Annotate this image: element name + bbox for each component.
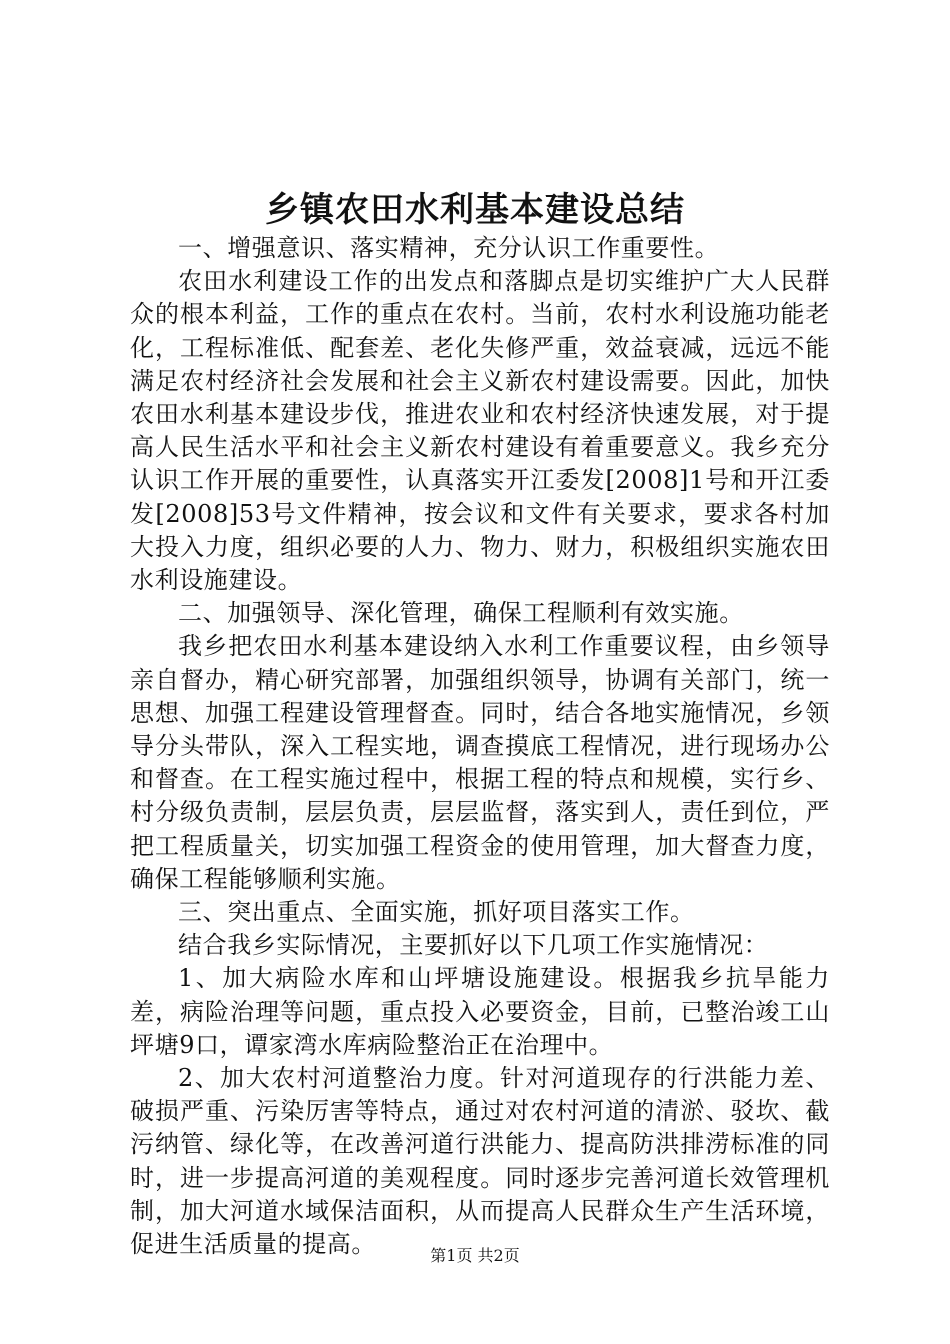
section-heading-2: 二、加强领导、深化管理，确保工程顺利有效实施。 <box>178 599 744 628</box>
document-body <box>130 232 830 1261</box>
section-heading-3: 三、突出重点、全面实施，抓好项目落实工作。 <box>178 898 695 927</box>
paragraph: 农田水利建设工作的出发点和落脚点是切实维护广大人民群众的根本利益，工作的重点在农村。当前，农村水利设施功能老化，工程标准低、配套差、老化失修严重，效益衰减，远远不能满足农村经济社会发展和社会主义新农村建设需要。因此，加快农田水利基本建设步伐，推进农业和农村经济快速发展，对于提高人民生活水平和社会主义新农村建设有着重要意义。我乡充分认识工作开展的重要性，认真落实开江委发[2008]1号和开江委发[2008]53号文件精神，按会议和文件有关要求，要求各村加大投入力度，组织必要的人力、物力、财力，积极组织实施农田水利设施建设。 <box>130 267 830 595</box>
section-heading-1: 一、增强意识、落实精神，充分认识工作重要性。 <box>178 234 720 262</box>
paragraph: 结合我乡实际情况，主要抓好以下几项工作实施情况： <box>178 931 769 960</box>
list-item: 1、加大病险水库和山坪塘设施建设。根据我乡抗旱能力差，病险治理等问题，重点投入必要资金，目前，已整治竣工山坪塘9口，谭家湾水库病险整治正在治理中。 <box>130 964 830 1059</box>
page-footer: 第1页 共2页 <box>430 1246 520 1265</box>
list-item: 2、加大农村河道整治力度。针对河道现存的行洪能力差、破损严重、污染厉害等特点，通过对农村河道的清淤、驳坎、截污纳管、绿化等，在改善河道行洪能力、提高防洪排涝标准的同时，进一步提高河道的美观程度。同时逐步完善河道长效管理机制，加大河道水域保洁面积，从而提高人民群众生产生活环境，促进生活质量的提高。 <box>130 1064 830 1259</box>
document-title: 乡镇农田水利基本建设总结 <box>265 190 685 230</box>
paragraph: 我乡把农田水利基本建设纳入水利工作重要议程，由乡领导亲自督办，精心研究部署，加强组织领导，协调有关部门，统一思想、加强工程建设管理督查。同时，结合各地实施情况，乡领导分头带队，深入工程实地，调查摸底工程情况，进行现场办公和督查。在工程实施过程中，根据工程的特点和规模，实行乡、村分级负责制，层层负责，层层监督，落实到人，责任到位，严把工程质量关，切实加强工程资金的使用管理，加大督查力度，确保工程能够顺利实施。 <box>130 632 830 893</box>
